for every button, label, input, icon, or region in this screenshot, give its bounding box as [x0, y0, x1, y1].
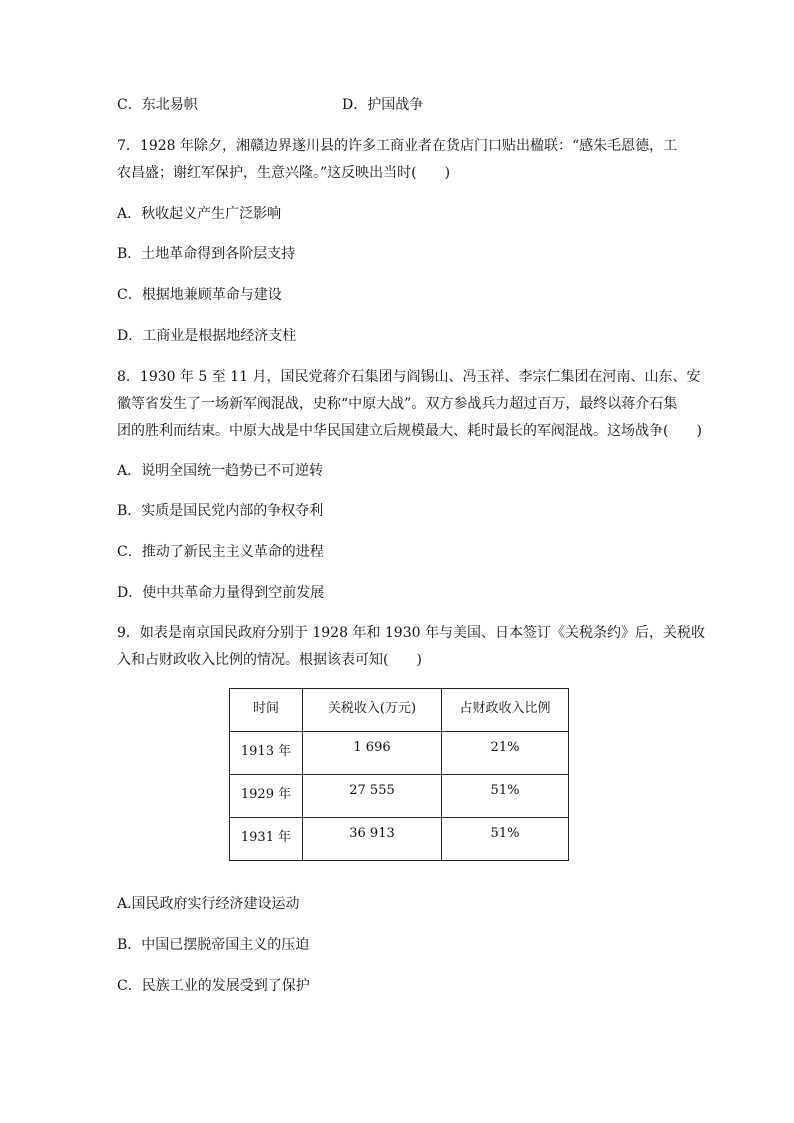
q7-option-d: D．工商业是根据地经济支柱 [117, 328, 297, 344]
table-cell: 1913 年 [230, 732, 303, 775]
q9-stem-line1: 9．如表是南京国民政府分别于 1928 年和 1930 年与美国、日本签订《关税条约》后，关税收 [117, 625, 705, 641]
table-cell: 21% [442, 732, 569, 775]
table-cell: 1 696 [303, 732, 442, 775]
q9-stem-line2: 入和占财政收入比例的情况。根据该表可知( ) [117, 652, 422, 668]
q6-option-c: C．东北易帜 [117, 97, 198, 113]
table-header-cell: 时间 [230, 689, 303, 732]
table-cell: 1931 年 [230, 818, 303, 861]
table-header-cell: 关税收入(万元) [303, 689, 442, 732]
q7-option-c: C．根据地兼顾革命与建设 [117, 287, 282, 303]
table-header-row [230, 689, 569, 732]
tariff-table [229, 688, 569, 861]
q7-stem-line1: 7．1928 年除夕，湘赣边界遂川县的许多工商业者在货店门口贴出楹联：“感朱毛恩德，工 [117, 138, 678, 154]
table-cell: 51% [442, 818, 569, 861]
table-row [230, 775, 569, 818]
table-row [230, 732, 569, 775]
q6-options-row [117, 95, 424, 115]
q8-stem-line3: 团的胜利而结束。中原大战是中华民国建立后规模最大、耗时最长的军阀混战。这场战争( ) [117, 423, 702, 439]
q8-option-b: B．实质是国民党内部的争权夺利 [117, 503, 324, 519]
q9-option-c: C．民族工业的发展受到了保护 [117, 978, 310, 994]
q8-option-a: A．说明全国统一趋势已不可逆转 [117, 463, 324, 479]
table-row [230, 818, 569, 861]
table-cell: 27 555 [303, 775, 442, 818]
table-cell: 1929 年 [230, 775, 303, 818]
q8-option-c: C．推动了新民主主义革命的进程 [117, 544, 324, 560]
q7-option-a: A．秋收起义产生广泛影响 [117, 206, 282, 222]
q8-stem-line2: 徽等省发生了一场新军阀混战，史称“中原大战”。双方参战兵力超过百万，最终以蒋介石集 [117, 396, 678, 412]
table-cell: 51% [442, 775, 569, 818]
table-header-cell: 占财政收入比例 [442, 689, 569, 732]
q8-stem-line1: 8．1930 年 5 至 11 月，国民党蒋介石集团与阎锡山、冯玉祥、李宗仁集团在河南、山东、安 [117, 369, 701, 385]
table-cell: 36 913 [303, 818, 442, 861]
q9-option-b: B．中国已摆脱帝国主义的压迫 [117, 937, 310, 953]
q8-option-d: D．使中共革命力量得到空前发展 [117, 585, 325, 601]
q7-option-b: B．土地革命得到各阶层支持 [117, 246, 296, 262]
q6-option-d: D．护国战争 [342, 97, 424, 113]
q7-stem-line2: 农昌盛；谢红军保护，生意兴隆。”这反映出当时( ) [117, 165, 451, 181]
q9-option-a: A.国民政府实行经济建设运动 [117, 896, 300, 912]
